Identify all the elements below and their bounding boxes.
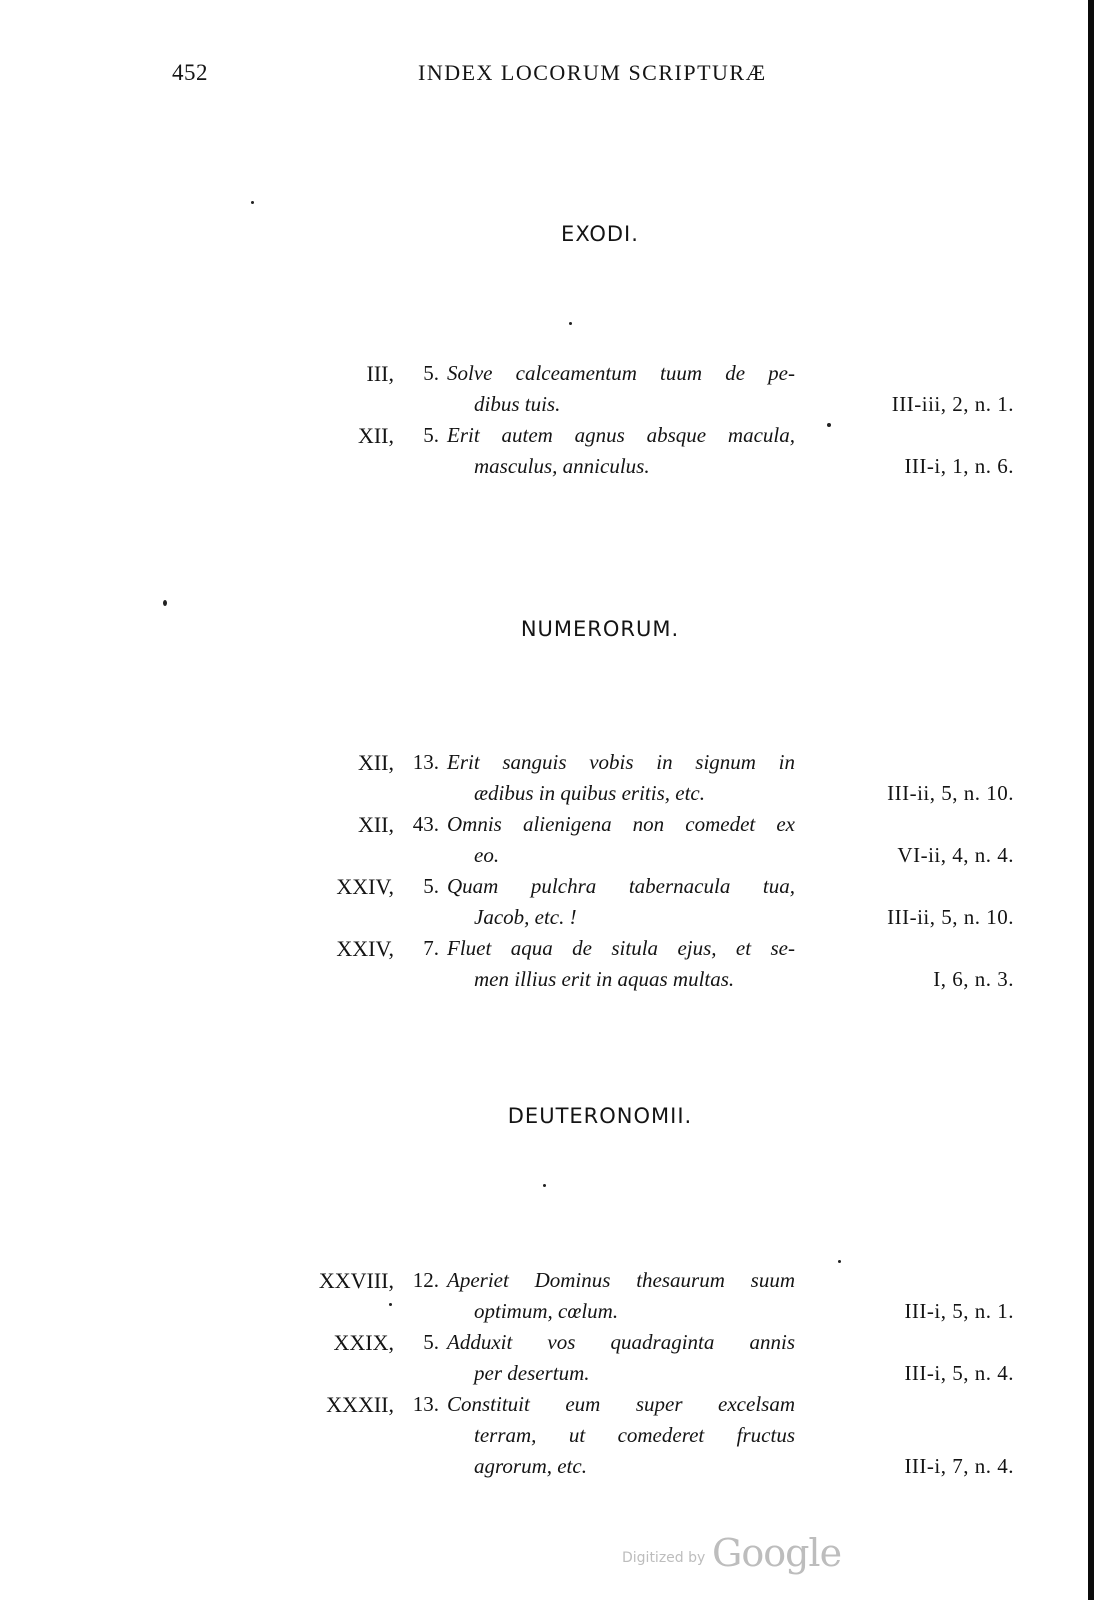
entry-text: Solve calceamentum tuum de pe- <box>447 361 795 385</box>
digitization-watermark <box>622 1531 842 1575</box>
entry-text: Adduxit vos quadraginta annis <box>447 1330 795 1354</box>
entry-text: agrorum, etc. <box>474 1454 587 1478</box>
cross-reference: III-iii, 2, n. 1. <box>891 392 1014 416</box>
verse-number: 7. <box>423 936 439 960</box>
index-entry <box>0 1327 1096 1389</box>
index-entry <box>0 933 1096 995</box>
google-logo: Google <box>712 1531 842 1575</box>
section-title-deuteronomii: DEUTERONOMII. <box>507 1104 693 1128</box>
print-speck <box>251 201 254 204</box>
print-speck <box>569 322 572 325</box>
cross-reference: III-i, 7, n. 4. <box>904 1454 1014 1478</box>
cross-reference: III-ii, 5, n. 10. <box>887 781 1014 805</box>
cross-reference: III-i, 1, n. 6. <box>904 454 1014 478</box>
cross-reference: III-ii, 5, n. 10. <box>887 905 1014 929</box>
cross-reference: III-i, 5, n. 1. <box>904 1299 1014 1323</box>
cross-reference: III-i, 5, n. 4. <box>904 1361 1014 1385</box>
verse-number: 13. <box>412 750 439 774</box>
verse-number: 13. <box>412 1392 439 1416</box>
verse-number: 5. <box>423 874 439 898</box>
entry-text: Constituit eum super excelsam <box>447 1392 795 1416</box>
verse-number: 43. <box>412 812 439 836</box>
index-entry <box>0 420 1096 482</box>
entry-text: per desertum. <box>474 1361 590 1385</box>
entries-numerorum <box>0 747 1096 995</box>
entry-text: optimum, cœlum. <box>474 1299 619 1323</box>
chapter-number: III, <box>366 361 394 386</box>
chapter-number: XXXII, <box>326 1392 394 1417</box>
print-speck <box>163 600 167 606</box>
entry-text: eo. <box>474 843 500 867</box>
verse-number: 12. <box>412 1268 439 1292</box>
chapter-number: XXIV, <box>336 874 394 899</box>
chapter-number: XII, <box>357 750 394 775</box>
chapter-number: XXIX, <box>333 1330 394 1355</box>
entry-text: Quam pulchra tabernacula tua, <box>447 874 795 898</box>
cross-reference: VI-ii, 4, n. 4. <box>897 843 1014 867</box>
watermark-prefix: Digitized by <box>622 1550 706 1566</box>
entry-text: terram, ut comederet fructus <box>474 1423 795 1447</box>
entry-text: Fluet aqua de situla ejus, et se- <box>447 936 795 960</box>
entry-text: Aperiet Dominus thesaurum suum <box>447 1268 795 1292</box>
print-speck <box>838 1260 841 1263</box>
verse-number: 5. <box>423 361 439 385</box>
entry-text: masculus, anniculus. <box>474 454 650 478</box>
index-entry <box>0 1265 1096 1327</box>
running-header <box>0 60 1096 92</box>
verse-number: 5. <box>423 1330 439 1354</box>
entries-deuteronomii <box>0 1265 1096 1482</box>
index-entry <box>0 1389 1096 1482</box>
entry-text: Erit sanguis vobis in signum in <box>447 750 795 774</box>
running-title: INDEX LOCORUM SCRIPTURÆ <box>418 60 767 85</box>
entry-text: Omnis alienigena non comedet ex <box>447 812 795 836</box>
entry-text: Jacob, etc. ! <box>474 905 577 929</box>
index-entry <box>0 871 1096 933</box>
entry-text: men illius erit in aquas multas. <box>474 967 735 991</box>
section-title-exodi: EXODI. <box>561 222 639 246</box>
print-speck <box>543 1184 546 1187</box>
entry-text: ædibus in quibus eritis, etc. <box>474 781 705 805</box>
verse-number: 5. <box>423 423 439 447</box>
chapter-number: XXIV, <box>336 936 394 961</box>
entry-text: Erit autem agnus absque macula, <box>447 423 795 447</box>
entry-text: dibus tuis. <box>474 392 561 416</box>
entries-exodi <box>0 358 1096 482</box>
section-title-numerorum: NUMERORUM. <box>520 617 680 641</box>
chapter-number: XII, <box>357 812 394 837</box>
cross-reference: I, 6, n. 3. <box>933 967 1014 991</box>
chapter-number: XII, <box>357 423 394 448</box>
index-entry <box>0 358 1096 420</box>
page-number: 452 <box>172 60 208 85</box>
index-entry <box>0 747 1096 809</box>
index-entry <box>0 809 1096 871</box>
chapter-number: XXVIII, <box>318 1268 394 1293</box>
